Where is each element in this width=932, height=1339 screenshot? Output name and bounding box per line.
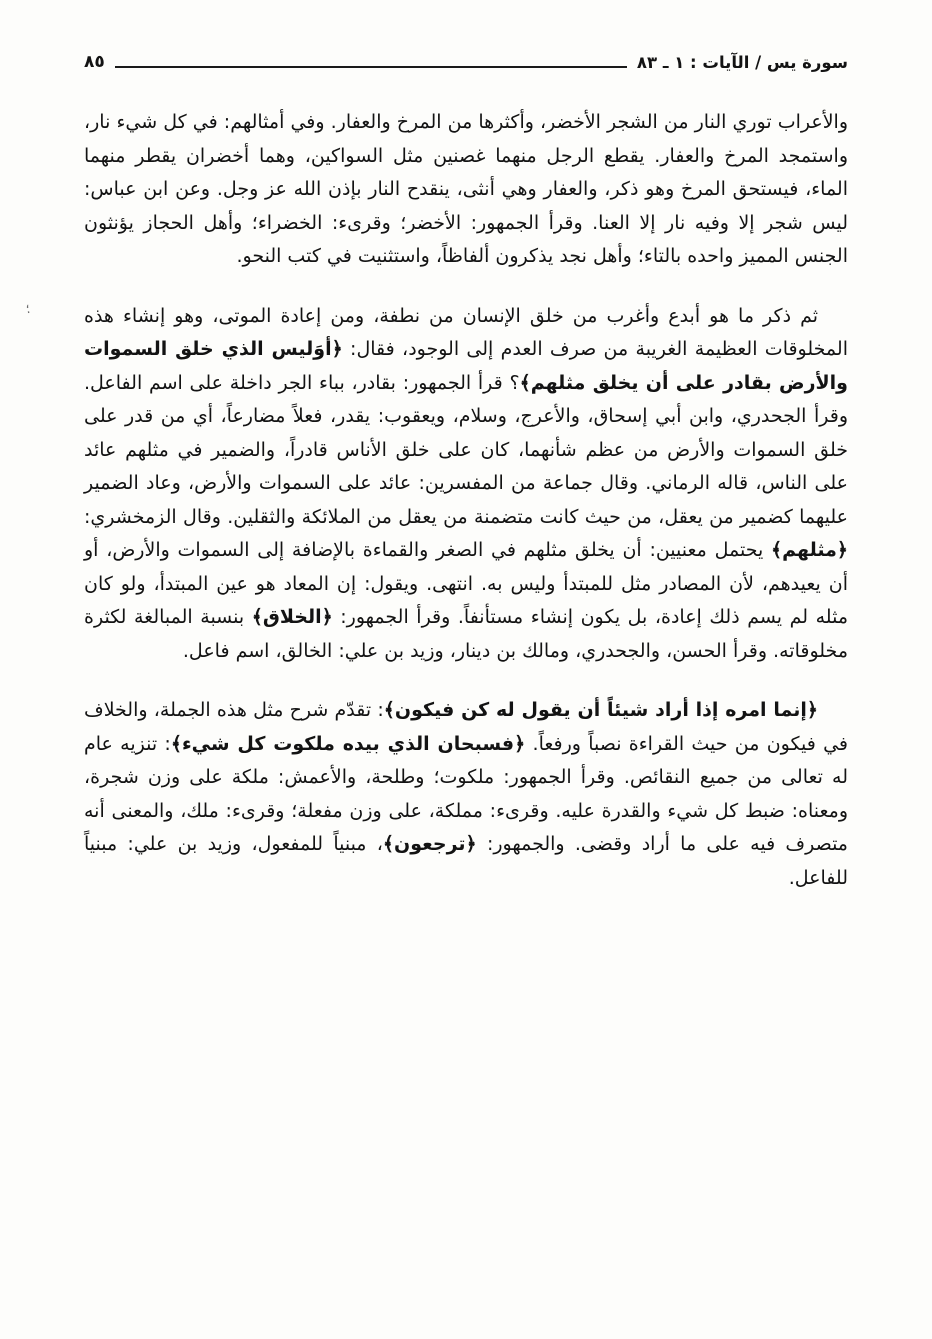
body-text-run: بنسبة المبالغة لكثرة مخلوقاته. وقرأ الحسن، والجحدري، ومالك بن دينار، وزيد بن علي: الخالق، اسم فاعل. — [84, 606, 848, 662]
body-text-run: ؟ قرأ الجمهور: بقادر، بباء الجر داخلة على اسم الفاعل. وقرأ الجحدري، وابن أبي إسحاق، والأعرج، وسلام، ويعقوب: يقدر، فعلاً مضارعاً، أي من قدر على خلق السموات والأرض من عظم شأنهما، كان على خلق الأناس قادراً، والضمير في مثلهم عائد على الناس، قاله الرماني. وقال جماعة من المفسرين: عائد على السموات والأرض، وعاد الضمير عليهما كضمير من يعقل، من حيث كانت متضمنة من يعقل من الملائكة والثقلين. وقال الزمخشري: — [84, 371, 848, 528]
print-artifact: ؛ — [24, 301, 32, 318]
paragraph-3 — [84, 694, 848, 895]
body-text-run: ثم ذكر ما هو أبدع وأغرب من خلق الإنسان من نطفة، ومن إعادة الموتى، وهو إنشاء هذه المخلوقات العظيمة الغريبة من صرف العدم إلى الوجود، فقال: — [84, 304, 848, 360]
page-number: ٨٥ — [84, 52, 105, 72]
header-rule — [115, 66, 627, 68]
quran-quote: ﴿فسبحان الذي بيده ملكوت كل شيء﴾ — [170, 732, 526, 755]
quran-quote: ﴿ترجعون﴾ — [382, 833, 477, 855]
body-text-run: والأعراب توري النار من الشجر الأخضر، وأكثرها من المرخ والعفار. وفي أمثالهم: في كل شيء نار، واستمجد المرخ والعفار. يقطع الرجل منهما غصنين مثل السواكين، وهما أخضران يقطر منهما الماء، فيستحق المرخ وهو ذكر، والعفار وهي أنثى، ينقدح النار بإذن الله عز وجل. وعن ابن عباس: ليس شجر إلا وفيه نار إلا العنا. وقرأ الجمهور: الأخضر؛ وقرىء: الخضراء؛ وأهل الحجاز يؤنثون الجنس المميز واحده بالتاء؛ وأهل نجد يذكرون ألفاظاً، واستثنيت في كتب النحو. — [84, 111, 848, 267]
body-text-run: : تنزيه عام له تعالى من جميع النقائص. وقرأ الجمهور: ملكوت؛ وطلحة، والأعمش: ملكة على وزن شجرة، ومعناه: ضبط كل شيء والقدرة عليه. وقرىء: مملكة، على وزن مفعلة؛ وقرىء: ملك، والمعنى أنه متصرف فيه على ما أراد وقضى. والجمهور: — [84, 732, 848, 855]
body-text-run: ، مبنياً للمفعول، وزيد بن علي: مبنياً للفاعل. — [84, 833, 848, 889]
paragraph-1 — [84, 106, 848, 274]
paragraph-2 — [84, 300, 848, 669]
page-header — [84, 52, 848, 72]
quran-quote: ﴿إنما امره إذا أراد شيئاً أن يقول له كن فيكون﴾ — [383, 699, 818, 721]
page-body — [84, 106, 848, 895]
body-text-run: يحتمل معنيين: أن يخلق مثلهم في الصغر والقماءة بالإضافة إلى السموات والأرض، أو أن يعيدهم، لأن المصادر مثل للمبتدأ وليس به. انتهى. ويقول: إن المعاد هو عين المبتدأ، ولو كان مثله لم يسم ذلك إعادة، بل يكون إنشاء مستأنفاً. وقرأ الجمهور: — [84, 539, 848, 628]
quran-quote: ﴿الخلاق﴾ — [251, 606, 333, 628]
running-head-title: سورة يس / الآيات : ١ ـ ٨٣ — [636, 53, 848, 72]
quran-quote: ﴿أوَليس الذي خلق السموات والأرض بقادر على أن يخلق مثلهم﴾ — [84, 338, 848, 394]
body-text-run: : تقدّم شرح مثل هذه الجملة، والخلاف في فيكون من حيث القراءة نصباً ورفعاً. — [84, 699, 848, 755]
quran-quote: ﴿مثلهم﴾ — [771, 539, 848, 561]
